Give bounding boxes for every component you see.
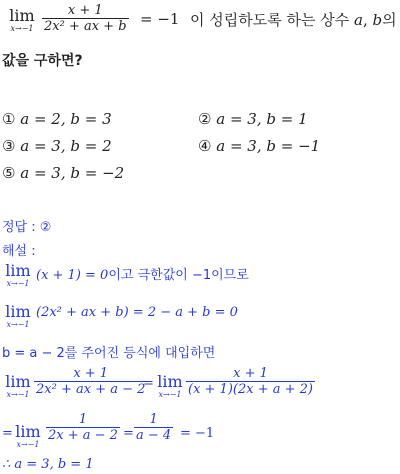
fraction-denominator: 2x² + ax + b [44,19,127,34]
solution-line-4-fraction-1 [34,366,147,398]
var-a: a [354,11,363,29]
choice-mark: ① [2,110,16,128]
var-b: b [372,11,383,29]
choice-5[interactable] [2,164,124,182]
fraction-denominator: 2x + a − 2 [48,428,118,443]
fraction-numerator: 1 [78,412,88,427]
solution-limit-3 [2,374,34,400]
solution-line-5-rhs: = −1 [180,426,215,441]
lim-word: lim [5,372,31,391]
solution-line-5-eq: = [2,426,13,441]
choice-text: a = 3, b = 2 [20,137,112,155]
question-fraction [42,3,129,35]
lim-word: lim [157,372,183,391]
solution-limit-1 [2,263,34,289]
question-text-line2: 값을 구하면? [2,53,83,69]
lim-subscript: x→−1 [6,320,30,329]
choice-mark: ③ [2,137,16,155]
question-text [190,9,397,30]
choice-mark: ⑤ [2,164,16,182]
choice-2[interactable] [198,110,308,128]
solution-label: 해설 : [2,244,36,259]
question-text-end: 의 [382,11,397,29]
lim-subscript: x→−1 [6,279,30,288]
lim-subscript: x→−1 [158,390,182,399]
fraction-denominator: (x + 1)(2x + a + 2) [188,382,313,397]
solution-line-5-fraction-1 [46,412,120,444]
choice-mark: ④ [198,137,212,155]
solution-conclusion: ∴ a = 3, b = 1 [2,457,94,472]
solution-limit-2 [2,304,34,330]
fraction-numerator: x + 1 [73,366,109,381]
choice-1[interactable] [2,110,112,128]
fraction-numerator: x + 1 [67,3,103,18]
lim-word: lim [9,6,35,25]
solution-line-4-eq: = [143,376,154,391]
choice-3[interactable] [2,137,112,155]
solution-line-1 [36,264,249,283]
solution-limit-4 [154,374,186,400]
answer-label: 정답 : ② [2,220,52,235]
solution-line-1-text: 이고 극한값이 −1이므로 [108,268,249,283]
lim-subscript: x→−1 [6,390,30,399]
lim-subscript: x→−1 [10,24,34,33]
lim-word: lim [5,261,31,280]
fraction-denominator: 2x² + ax + a − 2 [36,382,146,397]
solution-line-4-fraction-2 [186,366,315,398]
solution-line-2: (2x² + ax + b) = 2 − a + b = 0 [36,305,238,320]
lim-word: lim [5,302,31,321]
choice-mark: ② [198,110,212,128]
choice-text: a = 3, b = 1 [216,110,308,128]
choice-4[interactable] [198,137,320,155]
fraction-numerator: 1 [149,412,158,427]
solution-line-1-expr: (x + 1) = 0 [36,268,109,283]
question-rhs: = −1 [140,10,180,28]
solution-line-5-eq2: = [123,426,134,441]
lim-word: lim [15,422,41,441]
fraction-numerator: x + 1 [233,366,268,381]
choice-text: a = 2, b = 3 [20,110,112,128]
question-limit [2,8,42,34]
solution-limit-5 [12,424,44,450]
choice-text: a = 3, b = −2 [20,164,125,182]
choice-text: a = 3, b = −1 [216,137,321,155]
solution-line-3: b = a − 2를 주어진 등식에 대입하면 [2,346,216,361]
lim-subscript: x→−1 [16,440,40,449]
question-text-part1: 이 성립하도록 하는 상수 [190,11,350,29]
comma: , [362,11,368,29]
fraction-denominator: a − 4 [136,428,172,443]
solution-line-5-fraction-2 [134,412,173,444]
